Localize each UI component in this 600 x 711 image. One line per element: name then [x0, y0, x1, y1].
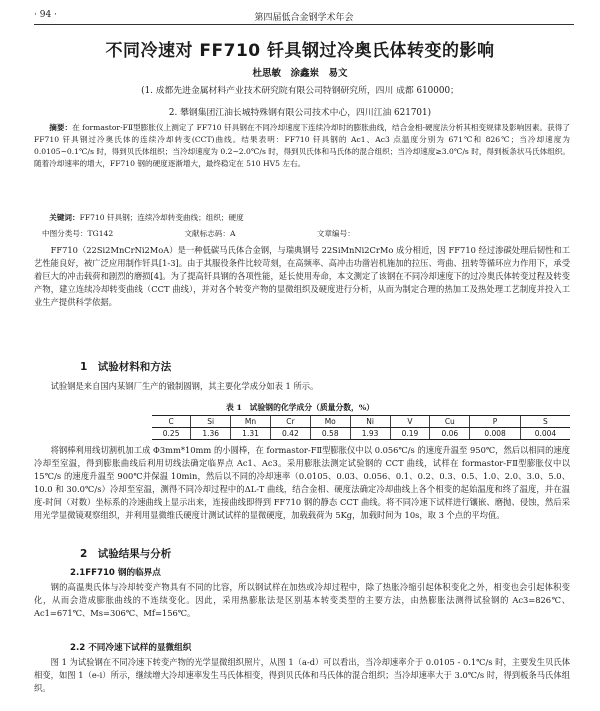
affiliation-1: (1. 成都先进金属材料产业技术研究院有限公司特钢研究所，四川 成都 610000；	[141, 86, 459, 96]
clc-number: 中图分类号：TG142	[42, 229, 114, 238]
affiliation-2: 2. 攀钢集团江油长城特殊钢有限公司技术中心，四川江油 621701)	[168, 108, 432, 118]
table-header-cell: Mo	[310, 416, 350, 428]
table-value-cell: 1.36	[191, 428, 231, 440]
table-value-cell: 0.06	[430, 428, 470, 440]
section-1-paragraph-2: 将钢棒利用线切割机加工成 Φ3mm*10mm 的小圆棒，在 formastor-FⅡ型膨胀仪中以 0.056℃/s 的速度升温至 950℃，然后以相同的速度冷却至室温，得到膨胀曲线后利用切线法确定临界点 Ac1、Ac3。采用膨胀法测定试验钢的 CCT 曲线，试样在 formastor-FⅡ型膨胀仪中以 15℃/s 的速度升温至 900℃并保温 10min，然后以不同的冷却速率（0.0105、0.03、0.056、0.1、0.2、0.3、0.5、1.0、2.0、3.0、5.0、10.0 和 30.0℃/s）冷却至室温，测得不同冷却过程中的ΔL-T 曲线，结合金相、硬度法确定冷却曲线上各个相变的起始温度和终了温度，并在温度-时间（对数）坐标系的冷速曲线上显示出来，连接曲线即得到 FF710 钢的静态 CCT 曲线。将不同冷速下试样进行镶嵌、磨抛、侵蚀，然后采用光学显微镜观察组织，并利用显微维氏硬度计测试试样的显微硬度，加载载荷为 5Kg，加载时间为 10s，取 3 个点的平均值。	[34, 445, 570, 520]
section-1-heading: 1 试验材料和方法	[80, 361, 172, 373]
table-header-cell: S	[520, 416, 570, 428]
table-header-cell: Si	[191, 416, 231, 428]
abstract-label: 摘要：	[49, 123, 73, 132]
table-header-cell: V	[390, 416, 430, 428]
running-header	[34, 10, 574, 25]
document-code: 文献标志码：A	[184, 229, 236, 238]
section-1-paragraph-1: 试验钢是来自国内某钢厂生产的锻制圆钢，其主要化学成分如表 1 所示。	[50, 381, 319, 391]
table-1-caption: 表 1 试验钢的化学成分（质量分数，%）	[225, 403, 375, 412]
keywords-label: 关键词：	[49, 213, 80, 222]
table-header-cell: C	[152, 416, 191, 428]
article-number: 文章编号：	[316, 229, 355, 238]
keywords	[34, 212, 570, 224]
table-value-cell: 0.25	[152, 428, 191, 440]
subsection-2-1-paragraph: 钢的高温奥氏体与冷却转变产物具有不同的比容，所以钢试样在加热或冷却过程中，除了热胀冷缩引起体积变化之外，相变也会引起体积变化，从而会造成膨胀曲线的不连续变化。因此，采用热膨胀法是区别基本转变类型的主要方法，由热膨胀法测得试验钢的 Ac3=826℃、Ac1=671℃、Ms=306℃、Mf=156℃。	[34, 582, 570, 618]
classification-line	[42, 228, 562, 239]
table-header-cell: P	[470, 416, 521, 428]
table-value-cell: 0.19	[390, 428, 430, 440]
subsection-2-1-heading: 2.1FF710 钢的临界点	[70, 568, 161, 578]
abstract-text: 在 formastor-FⅡ型膨胀仪上测定了 FF710 钎具钢在不同冷却速度下连续冷却时的膨胀曲线，结合金相-硬度法分析其相变规律及影响因素。获得了 FF710 钎具钢过冷奥氏体的连续冷却转变(CCT)曲线。结果表明：FF710 钎具钢的 Ac1、Ac3 点温度分别为 671℃和 826℃；当冷却速度为 0.0105~0.1℃/s 时，得到贝氏体组织；当冷却速度为 0.2~2.0℃/s 时，得到贝氏体和马氏体的混合组织；当冷却速度≥3.0℃/s 时，得到板条状马氏体组织。随着冷却速率的增大，FF710 钢的硬度逐渐增大，最终稳定在 510 HV5 左右。	[34, 123, 570, 168]
table-value-cell: 0.004	[520, 428, 570, 440]
table-header-cell: Ni	[350, 416, 390, 428]
table-value-cell: 1.31	[231, 428, 271, 440]
table-header-row	[152, 416, 570, 428]
abstract	[34, 122, 570, 170]
page-number: · 94 ·	[34, 10, 57, 20]
table-header-cell: Cr	[270, 416, 310, 428]
table-value-cell: 0.58	[310, 428, 350, 440]
table-value-row	[152, 428, 570, 440]
composition-table	[152, 415, 570, 440]
table-value-cell: 0.008	[470, 428, 521, 440]
table-value-cell: 0.42	[270, 428, 310, 440]
table-header-cell: Cu	[430, 416, 470, 428]
subsection-2-2-heading: 2.2 不同冷速下试样的显微组织	[70, 643, 192, 653]
keywords-text: FF710 钎具钢；连续冷却转变曲线；组织；硬度	[79, 213, 244, 222]
table-header-cell: Mn	[231, 416, 271, 428]
subsection-2-2-paragraph: 图 1 为试验钢在不同冷速下转变产物的光学显微组织照片，从图 1（a-d）可以看出，当冷却速率介于 0.0105 - 0.1℃/s 时，主要发生贝氏体相变，如图 1（e-i）所示，继续增大冷却速率发生马氏体相变，得到贝氏体和马氏体的混合组织；当冷却速率大于 3.0℃/s 时，得到板条马氏体组织。	[34, 657, 570, 693]
article-authors: 杜思敏 涂鑫岽 易文	[252, 68, 348, 79]
table-value-cell: 1.93	[350, 428, 390, 440]
introduction-paragraph: FF710（22Si2MnCrNi2MoA）是一种低碳马氏体合金钢，与瑞典钢号 22SiMnNi2CrMo 成分相近，因 FF710 经过渗碳处理后韧性和工艺性能良好，被广泛应用制作钎具[1-3]。由于其服役条件比较苛刻，在高频率、高冲击功凿岩机施加的拉压、弯曲、扭转等循环应力作用下，承受着巨大的冲击载荷和剧烈的磨损[4]。为了提高钎具钢的各项性能，延长使用寿命，本文测定了该钢在不同冷却速度下的过冷奥氏体转变过程及转变产物，建立连续冷却转变曲线（CCT 曲线），并对各个转变产物的显微组织及硬度进行分析，从而为制定合理的热加工及热处理工艺制度并投入工业生产提供科学依据。	[34, 245, 570, 307]
article-title: 不同冷速对 FF710 钎具钢过冷奥氏体转变的影响	[105, 41, 495, 61]
journal-title: 第四届低合金钢学术年会	[254, 13, 354, 23]
section-2-heading: 2 试验结果与分析	[80, 548, 172, 560]
